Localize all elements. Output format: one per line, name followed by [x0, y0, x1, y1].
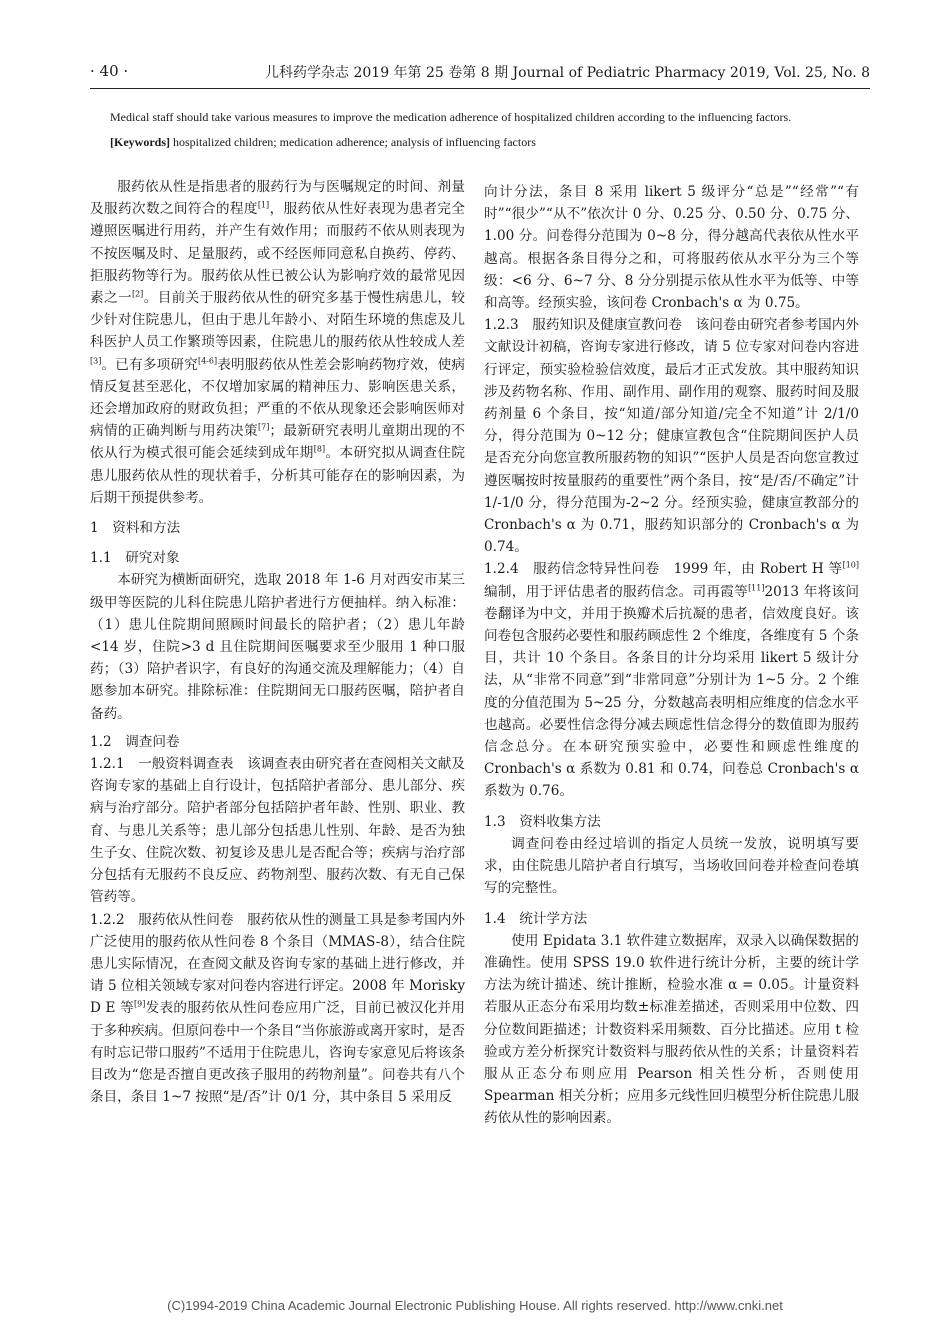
general-info-paragraph: 1.2.1 一般资料调查表 该调查表由研究者在查阅相关文献及咨询专家的基础上自行设计，包括陪护者部分、患儿部分、疾病与治疗部分。陪护者部分包括陪护者年龄、性别、职业、教育、与患儿关系等；患儿部分包括患儿性别、年龄、是否为独生子女、住院次数、初复诊及患儿是否配合等；疾病与治疗部分包括有无服药不良反应、药物剂型、服药次数、有无自己保管药等。 — [90, 756, 465, 906]
subsection-heading: 1.1 研究对象 — [90, 550, 180, 567]
keywords-line — [110, 132, 850, 152]
subsection-heading: 1.4 统计学方法 — [484, 910, 588, 927]
running-head: 儿科药学杂志 2019 年第 25 卷第 8 期 Journal of Pediatric Pharmacy 2019, Vol. 25, No. 8 — [265, 65, 870, 81]
citation: [9] — [133, 999, 146, 1009]
intro-paragraph: 服药依从性是指患者的服药行为与医嘱规定的时间、剂量及服药次数之间符合的程度[1]，服药依从性好表现为患者完全遵照医嘱进行用药，并产生有效作用；而服药不依从则表现为不按医嘱及时、足量服药，或不经医师同意私自换药、停药、拒服药物等行为。服药依从性已被公认为影响疗效的最常见因素之一[2]。目前关于服药依从性的研究多基于慢性病患儿，较少针对住院患儿，但由于患儿年龄小、对陌生环境的焦虑及儿科医护人员工作繁琐等因素，住院患儿的服药依从性较成人差[3]。已有多项研究[4-6]表明服药依从性差会影响药物疗效，使病情反复甚至恶化，不仅增加家属的精神压力、影响医患关系，还会增加政府的财政负担；严重的不依从现象还会影响医师对病情的正确判断与用药决策[7]；最新研究表明儿童期出现的不依从行为模式很可能会延续到成年期[8]。本研究拟从调查住院患儿服药依从性的现状着手，分析其可能存在的影响因素，为后期干预提供参考。 — [90, 179, 466, 506]
study-subjects-paragraph: 本研究为横断面研究，选取 2018 年 1-6 月对西安市某三级甲等医院的儿科住院患儿陪护者进行方便抽样。纳入标准：（1）患儿住院期间照顾时间最长的陪护者；（2）患儿年龄<14 岁，住院>3 d 且住院期间医嘱要求至少服用 1 种口服药；（3）陪护者识字，有良好的沟通交流及理解能力；（4）自愿参加本研究。排除标准：住院期间无口服药医嘱，陪护者自备药。 — [90, 572, 465, 722]
citation: [7] — [258, 422, 270, 432]
copyright-footer: (C)1994-2019 China Academic Journal Electronic Publishing House. All rights reserved. http://www.cnki.net — [167, 1298, 783, 1313]
citation: [11] — [748, 583, 765, 593]
section-heading: 1 资料和方法 — [90, 520, 181, 537]
keywords-text: hospitalized children; medication adherence; analysis of influencing factors — [173, 135, 536, 149]
english-abstract — [110, 107, 850, 152]
page-number: · 40 · — [90, 62, 129, 80]
statistics-paragraph: 使用 Epidata 3.1 软件建立数据库，双录入以确保数据的准确性。使用 SPSS 19.0 软件进行统计分析，主要的统计学方法为统计描述、统计推断，检验水准 α = 0.05。计量资料若服从正态分布采用均数±标准差描述，否则采用中位数、四分位数间距描述；计数资料采用频数、百分比描述。应用 t 检验或方差分析探究计数资料与服药依从性的关系；计量资料若服从正态分布则应用 Pearson 相关性分析，否则使用 Spearman 相关分析；应用多元线性回归模型分析住院患儿服药依从性的影响因素。 — [484, 932, 859, 1127]
scoring-paragraph: 向计分法，条目 8 采用 likert 5 级评分“总是”“经常”“有时”“很少”“从不”依次计 0 分、0.25 分、0.50 分、0.75 分、1.00 分。问卷得分范围为 0~8 分，得分越高代表依从性水平越高。根据各条目得分之和，可将服药依从水平分为三个等级：<6 分、6~7 分、8 分分别提示依从性水平为低等、中等和高等。经预实验，该问卷 Cronbach's α 为 0.75。 — [484, 184, 859, 312]
abstract-text: Medical staff should take various measures to improve the medication adherence of hospitalized children according to the influencing factors. — [110, 110, 792, 124]
citation: [4-6] — [197, 356, 218, 366]
header-rule — [90, 88, 870, 89]
subsection-heading: 1.3 资料收集方法 — [484, 813, 601, 830]
page-header — [90, 62, 870, 84]
adherence-questionnaire-paragraph: 1.2.2 服药依从性问卷 服药依从性的测量工具是参考国内外广泛使用的服药依从性问卷 8 个条目（MMAS-8），结合住院患儿实际情况，在查阅文献及咨询专家的基础上进行修改，并请 5 位相关领域专家对问卷内容进行评定。2008 年 Morisky D E 等[9]发表的服药依从性问卷应用广泛，目前已被汉化并用于多种疾病。但原问卷中一个条目“当你旅游或离开家时，是否有时忘记带口服药”不适用于住院患儿，咨询专家意见后将该条目改为“您是否擅自更改孩子服用的药物剂量”。问卷共有八个条目，条目 1~7 按照“是/否”计 0/1 分，其中条目 5 采用反 — [90, 911, 466, 1106]
belief-questionnaire-paragraph: 1.2.4 服药信念特异性问卷 1999 年，由 Robert H 等[10]编制，用于评估患者的服药信念。司再霞等[11]2013 年将该问卷翻译为中文，并用于换瓣术后抗凝的患者，信效度良好。该问卷包含服药必要性和服药顾虑性 2 个维度，各维度有 5 个条目，共计 10 个条目。各条目的计分均采用 likert 5 级计分法，从“非常不同意”到“非常同意”分别计为 1~5 分。2 个维度的分值范围为 5~25 分，分数越高表明相应维度的信念水平也越高。必要性信念得分减去顾虑性信念得分的数值即为服药信念总分。在本研究预实验中，必要性和顾虑性维度的 Cronbach's α 系数为 0.81 和 0.74，问卷总 Cronbach's α 系数为 0.76。 — [484, 560, 859, 800]
knowledge-questionnaire-paragraph: 1.2.3 服药知识及健康宣教问卷 该问卷由研究者参考国内外文献设计初稿，咨询专家进行修改，请 5 位专家对问卷内容进行评定，预实验检验信效度，最后才正式发放。其中服药知识涉及药物名称、作用、副作用、副作用的观察、服药时间及服药剂量 6 个条目，按“知道/部分知道/完全不知道”计 2/1/0 分，得分范围为 0~12 分；健康宣教包含“住院期间医护人员是否充分向您宣教所服药物的知识”“医护人员是否向您宣教过遵医嘱按时按量服药的重要性”两个条目，按“是/否/不确定”计 1/-1/0 分，得分范围为-2~2 分。经预实验，健康宣教部分的 Cronbach's α 为 0.71，服药知识部分的 Cronbach's α 为 0.74。 — [484, 317, 859, 556]
citation: [2] — [131, 289, 144, 299]
subsection-heading: 1.2 调查问卷 — [90, 733, 180, 750]
citation: [10] — [842, 560, 859, 570]
data-collection-paragraph: 调查问卷由经过培训的指定人员统一发放，说明填写要求，由住院患儿陪护者自行填写，当场收回问卷并检查问卷填写的完整性。 — [484, 835, 859, 897]
left-column — [90, 176, 465, 1108]
citation: [3] — [90, 356, 102, 366]
keywords-label: [Keywords] — [110, 135, 170, 149]
citation: [1] — [257, 200, 270, 210]
right-column — [484, 181, 859, 1130]
citation: [8] — [313, 444, 326, 454]
